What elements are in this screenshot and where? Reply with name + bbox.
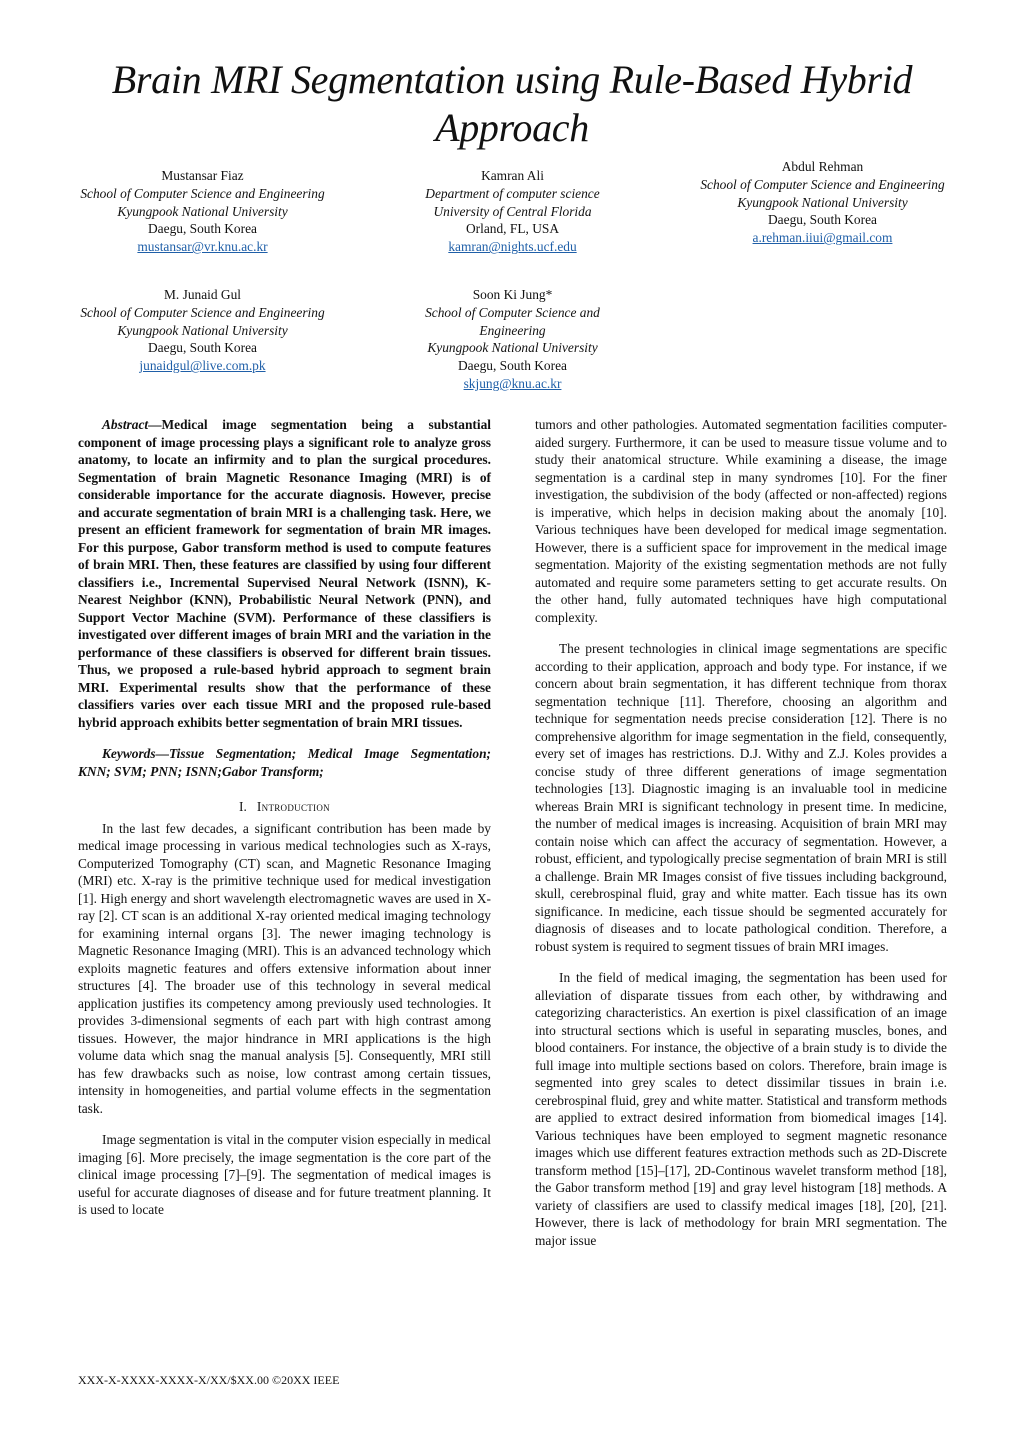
author-location: Daegu, South Korea bbox=[148, 221, 257, 237]
author-location: Orland, FL, USA bbox=[466, 221, 559, 237]
paragraph: In the last few decades, a significant contribution has been made by medical image processing in various medical technologies such as X-rays, Computerized Tomography (CT) scan, and Magnetic Resonance Imaging (MRI) etc. X-ray is the primitive technique used for medical investigation [1]. High energy and short wavelength electromagnetic waves are used in X-ray [2]. CT scan is an additional X-ray oriented medical imaging technology for examining internal organs [3]. The newer imaging technology is Magnetic Resonance Imaging (MRI). This is an advanced technology which exploits magnetic features and offers extensive information about inner structures [4]. The broader use of this technology in several medical application justifies its competency among previously used technologies. It provides 3-dimensional segments of each part with high contrast among tissues. However, the major hindrance in MRI applications is the high volume data which snag the manual analysis [5]. Consequently, MRI still has few drawbacks such as noise, low contrast among certain tissues, intensity in homogeneities, and partial volume effects in the segmentation task. bbox=[78, 820, 491, 1116]
author-institution: Kyungpook National University bbox=[117, 203, 288, 219]
author-name: Mustansar Fiaz bbox=[161, 168, 244, 183]
author-institution: Kyungpook National University bbox=[117, 322, 288, 338]
author-email-link[interactable]: kamran@nights.ucf.edu bbox=[448, 239, 577, 255]
author-location: Daegu, South Korea bbox=[458, 358, 567, 374]
paragraph: tumors and other pathologies. Automated segmentation facilities computer-aided surgery. Furthermore, it can be used to measure tissue volume and to study their anatomical structure. While examining a disease, the image segmentation is a cardinal step in many syndromes [10]. For the finer investigation, the subdivision of the body (affected or non-affected) regions is imperative, which helps in decision making about the anomaly [10]. Various techniques have been developed for medical image segmentation. However, there is a sufficient space for improvement in the medical image segmentation. Majority of the existing segmentation methods are not fully automated and require some parameters setting to get accurate results. On the other hand, fully automated techniques have high computational complexity. bbox=[535, 417, 947, 625]
author-location: Daegu, South Korea bbox=[768, 212, 877, 228]
author-block bbox=[395, 167, 630, 256]
author-institution: Kyungpook National University bbox=[737, 194, 908, 210]
author-location: Daegu, South Korea bbox=[148, 340, 257, 356]
paragraph: In the field of medical imaging, the segmentation has been used for alleviation of disparate tissues from each other, by withdrawing and categorizing characteristics. An exertion is pixel classification of an image into structural sections which is useful in separating muscles, bones, and blood containers. For instance, the objective of a brain study is to divide the full image into multiple sections based on colors. Therefore, brain image is segmented into grey scales to detect dissimilar tissues in brain i.e. cerebrospinal fluid, grey and white matter. Statistical and transform methods are applied to extract desired information from biomedical images [14]. Various techniques have been employed to segment magnetic resonance images which use different features extraction methods such as 2D-Discrete transform method [15]–[17], 2D-Continous wavelet transform method [18], the Gabor transform method [19] and gray level histogram [18] methods. A variety of classifiers are used to classify medical images [18], [20], [21]. However, there is lack of methodology for brain MRI segmentation. The major issue bbox=[535, 970, 947, 1248]
author-institution: Kyungpook National University bbox=[427, 340, 598, 356]
author-email-link[interactable]: junaidgul@live.com.pk bbox=[139, 358, 266, 374]
author-email-link[interactable]: skjung@knu.ac.kr bbox=[463, 375, 562, 391]
author-affiliation: School of Computer Science and Engineering bbox=[700, 176, 945, 192]
author-name: Soon Ki Jung* bbox=[472, 287, 553, 302]
author-affiliation: School of Computer Science and Engineering bbox=[425, 304, 600, 338]
author-name: M. Junaid Gul bbox=[164, 287, 241, 302]
abstract-text: —Medical image segmentation being a substantial component of image processing plays a significant role to analyze gross anatomy, to locate an infirmity and to plan the surgical procedures. Segmentation of brain Magnetic Resonance Imaging (MRI) is of considerable importance for the accurate diagnosis. However, precise and accurate segmentation of brain MRI is a challenging task. Here, we present an efficient framework for segmentation of brain MR images. For this purpose, Gabor transform method is used to compute features of brain MRI. Then, these features are classified by using four different classifiers i.e., Incremental Supervised Neural Network (ISNN), K-Nearest Neighbor (KNN), Probabilistic Neural Network (PNN), and Support Vector Machine (SVM). Performance of these classifiers is investigated over different images of brain MRI and the variation in the performance of these classifiers is observed for different brain tissues. Thus, we proposed a rule-based hybrid approach to segment brain MRI. Experimental results show that the performance of these classifiers varies over each tissue MRI and the proposed rule-based hybrid approach exhibits better segmentation of brain MRI tissues. bbox=[78, 417, 491, 730]
paragraph: Image segmentation is vital in the computer vision especially in medical imaging [6]. More precisely, the image segmentation is the core part of the clinical image processing [7]–[9]. The segmentation of medical images is useful for accurate diagnoses of disease and for future treatment planning. It is used to locate bbox=[78, 1132, 491, 1217]
abstract-lead: Abstract bbox=[102, 417, 149, 432]
author-name: Kamran Ali bbox=[481, 168, 544, 183]
paragraph: The present technologies in clinical image segmentations are specific according to their application, approach and body type. For instance, if we concern about brain segmentation, it has different technique from thorax segmentation technique [11]. Therefore, choosing an algorithm and technique for segmentation needs precise consideration [12]. There is no comprehensive algorithm for image segmentation in the field, consequently, every set of images has restrictions. D.J. Withy and Z.J. Koles provides a concise study of three different generations of image segmentation technologies [13]. Diagnostic imaging is an invaluable tool in medicine whereas Brain MRI is significant technology in present time. In medicine, the number of medical images is increasing. Acquisition of brain MRI may contain noise which can affect the accuracy of segmentation. However, a robust, efficient, and typologically precise segmentation of brain MRI is still a challenge. Brain MR Images consist of five tissues including background, skull, cerebrospinal fluid, gray and white matter. Each tissue has its own significance. In medicine, each tissue should be segmented accurately for diagnosis of diseases and to locate pathological condition. Therefore, a robust system is required to segment tissues of brain MRI images. bbox=[535, 641, 947, 954]
author-affiliation: School of Computer Science and Engineering bbox=[80, 304, 325, 320]
keywords: Keywords—Tissue Segmentation; Medical Image Segmentation; KNN; SVM; PNN; ISNN;Gabor Transform; bbox=[78, 746, 491, 779]
author-email-link[interactable]: mustansar@vr.knu.ac.kr bbox=[137, 239, 268, 255]
section-number: I. bbox=[239, 799, 247, 814]
abstract bbox=[78, 416, 491, 731]
copyright-footer: XXX-X-XXXX-XXXX-X/XX/$XX.00 ©20XX IEEE bbox=[78, 1373, 340, 1387]
section-heading bbox=[78, 798, 491, 816]
left-column bbox=[78, 416, 491, 1219]
author-block bbox=[700, 158, 945, 247]
right-column bbox=[535, 416, 947, 1249]
author-affiliation: School of Computer Science and Engineering bbox=[80, 185, 325, 201]
author-block bbox=[395, 286, 630, 393]
author-block bbox=[80, 167, 325, 256]
author-institution: University of Central Florida bbox=[433, 203, 592, 219]
author-email-link[interactable]: a.rehman.iiui@gmail.com bbox=[752, 230, 893, 246]
author-name: Abdul Rehman bbox=[781, 159, 864, 174]
paper-title: Brain MRI Segmentation using Rule-Based Hybrid Approach bbox=[111, 57, 913, 150]
section-title: Introduction bbox=[256, 799, 330, 814]
author-block bbox=[80, 286, 325, 375]
author-affiliation: Department of computer science bbox=[425, 185, 600, 201]
